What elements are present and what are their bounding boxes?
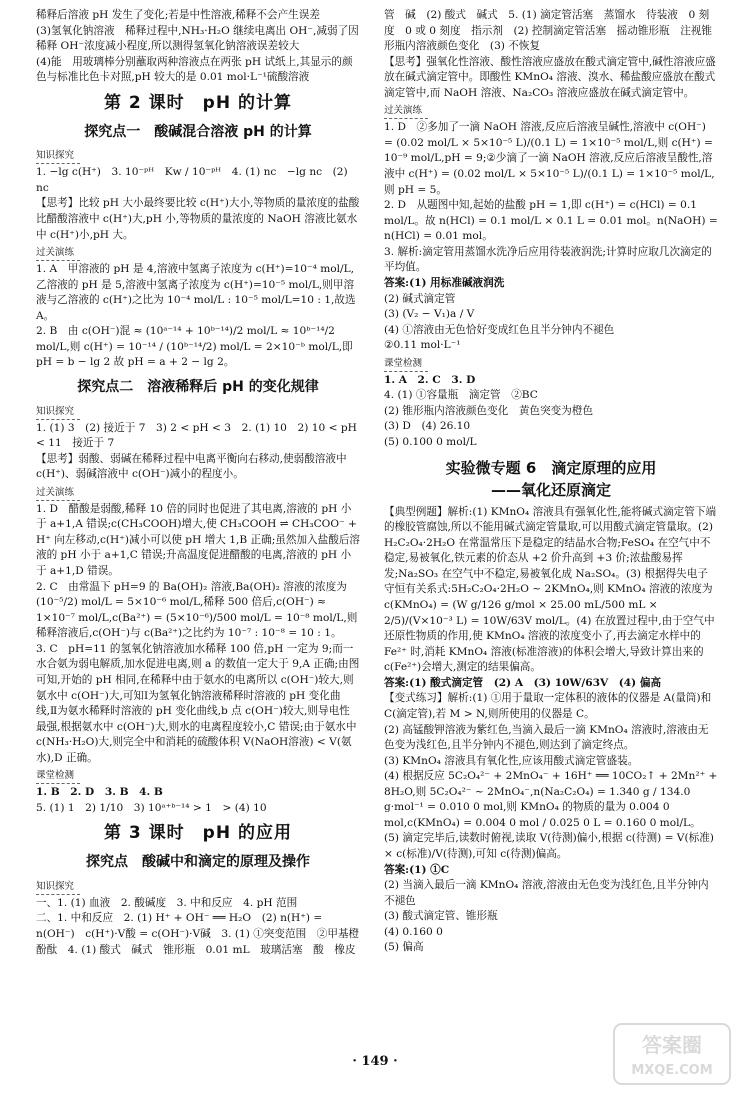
intro-line-1: 稀释后溶液 pH 发生了变化;若是中性溶液,稀释不会产生误差 bbox=[36, 9, 320, 21]
tag-classcheck: 课堂检测 bbox=[384, 357, 428, 372]
s2-knowledge-1: 1. (1) 3 (2) 接近于 7 3) 2 < pH < 3 2. (1) 10 2) 10 < pH < 11 接近于 7 bbox=[36, 421, 357, 450]
right-column bbox=[384, 8, 718, 956]
topic-title: 实验微专题 6 滴定原理的应用 bbox=[445, 458, 657, 477]
svg-text:MXQE.COM: MXQE.COM bbox=[631, 1063, 713, 1078]
practice-answer-5: ②0.11 mol·L⁻¹ bbox=[384, 339, 461, 352]
tag-knowledge: 知识探究 bbox=[36, 405, 80, 420]
s2-classcheck-1: 1. B 2. D 3. B 4. B bbox=[36, 786, 163, 799]
typical-example: 【典型例题】解析:(1) KMnO₄ 溶液具有强氧化性,能将碱式滴定管下端的橡胶管腐蚀,所以不能用碱式滴定管量取,可以用酸式滴定管量取。(2) H₂C₂O₄·2H₂O 在常温常压下是稳定的结晶水合物;FeSO₄ 在空气中不稳定,易被氧化,铁元素的价态从 +2 价升高到 +3 价;浓盐酸易挥发;Na₂SO₃ 在空气中不稳定,易被氧化成 Na₂SO₄。(3) 根据得失电子守恒有关系式:5H₂C₂O₄·2H₂O ~ 2KMnO₄,则 KMnO₄ 溶液的浓度为 c(KMnO₄) = (W g/126 g/mol × 25.00 mL/500 mL × 2/5)/(V×10⁻³ L) = 10W/63V mol/L。(4) 在放置过程中,由于空气中还原性物质的作用,使 KMnO₄ 溶液的浓度变小了,再去滴定水样中的 Fe²⁺ 时,消耗 KMnO₄ 溶液(标准溶液)的体积会增大,导致计算出来的 c(Fe²⁺)会增大,测定的结果偏高。 bbox=[384, 505, 717, 674]
s1-practice-2: 2. B 由 c(OH⁻)混 ≈ (10ᵃ⁻¹⁴ + 10ᵇ⁻¹⁴)/2 mol/L ≈ 10ᵇ⁻¹⁴/2 mol/L,则 c(H⁺) = 10⁻¹⁴ / (10ᵇ⁻¹⁴/2) mol/L = 2×10⁻ᵇ mol/L,即 pH = b − lg 2 故 pH = a + 2 − lg 2。 bbox=[36, 325, 353, 369]
s2-knowledge-2: 【思考】弱酸、弱碱在稀释过程中电离平衡向右移动,使弱酸溶液中 c(H⁺)、弱碱溶液中 c(OH⁻)减小的程度小。 bbox=[36, 452, 347, 481]
variant-5: (5) 滴定完毕后,读数时俯视,读取 V(待测)偏小,根据 c(待测) = V(标准) × c(标准)/V(待测),可知 c(待测)偏高。 bbox=[384, 832, 714, 860]
practice-answer-4: (4) ①溶液由无色恰好变成红色且半分钟内不褪色 bbox=[384, 323, 615, 336]
classcheck-2: 4. (1) ①容量瓶 滴定管 ②BC bbox=[384, 389, 538, 402]
section-2-title: 探究点二 溶液稀释后 pH 的变化规律 bbox=[77, 379, 319, 396]
variant-2: (2) 高锰酸钾溶液为紫红色,当滴入最后一滴 KMnO₄ 溶液时,溶液由无色变为浅红色,且半分钟内不褪色,则达到了滴定终点。 bbox=[384, 723, 709, 752]
section-1-title: 探究点一 酸碱混合溶液 pH 的计算 bbox=[84, 123, 312, 140]
practice-answer: 答案:(1) 用标准碱液润洗 bbox=[384, 276, 505, 289]
svg-text:答案圈: 答案圈 bbox=[642, 1033, 702, 1057]
s2-practice-2: 2. C 由常温下 pH=9 的 Ba(OH)₂ 溶液,Ba(OH)₂ 溶液的浓度为 (10⁻⁵/2) mol/L = 5×10⁻⁶ mol/L,稀释 500 倍后,c(OH⁻) ≈ 1×10⁻⁷ mol/L,c(Ba²⁺) = (5×10⁻⁶)/500 mol/L = 10⁻⁸ mol/L,则稀释溶液后,c(OH⁻)与 c(Ba²⁺)之比约为 10⁻⁷ : 10⁻⁸ = 10 : 1。 bbox=[36, 580, 358, 640]
intro-line-2: (3)氢氧化钠溶液 稀释过程中,NH₃·H₂O 继续电离出 OH⁻,减弱了因稀释 OH⁻浓度减小程度,所以测得氢氧化钠溶液误差较大 bbox=[36, 24, 359, 53]
tag-practice: 过关演练 bbox=[36, 246, 80, 261]
lesson-3-title: 第 3 课时 pH 的应用 bbox=[104, 823, 292, 844]
variant-answer: 答案:(1) ①C bbox=[384, 863, 450, 876]
s1-knowledge-1: 1. −lg c(H⁺) 3. 10⁻ᵖᴴ Kw / 10⁻ᵖᴴ 4. (1) nc −lg nc (2) nc bbox=[36, 166, 348, 194]
classcheck-3: (2) 锥形瓶内溶液颜色变化 黄色突变为橙色 bbox=[384, 404, 594, 417]
classcheck-4: (3) D (4) 26.10 bbox=[384, 420, 471, 433]
topic-subtitle: ——氧化还原滴定 bbox=[490, 480, 611, 499]
variant-answer-2: (2) 当滴入最后一滴 KMnO₄ 溶液,溶液由无色变为浅红色,且半分钟内不褪色 bbox=[384, 879, 709, 907]
s2-classcheck-2: 5. (1) 1 2) 1/10 3) 10ᵃ⁺ᵇ⁻¹⁴ > 1 > (4) 10 bbox=[36, 801, 267, 814]
variant-4: (4) 根据反应 5C₂O₄²⁻ + 2MnO₄⁻ + 16H⁺ ══ 10CO₂↑ + 2Mn²⁺ + 8H₂O,则 5C₂O₄²⁻ ~ 2MnO₄⁻,n(Na₂C₂O₄) = 1.340 g / 134.0 g·mol⁻¹ = 0.010 0 mol,则 KMnO₄ 的物质的量为 0.004 0 mol,c(KMnO₄) = 0.004 0 mol / 0.025 0 L = 0.160 0 mol/L。 bbox=[384, 770, 718, 829]
variant-answer-5: (5) 偏高 bbox=[384, 941, 424, 954]
variant-answer-3: (3) 酸式滴定管、锥形瓶 bbox=[384, 910, 498, 923]
classcheck-5: (5) 0.100 0 mol/L bbox=[384, 435, 477, 448]
s1-knowledge-2: 【思考】比较 pH 大小最终要比较 c(H⁺)大小,等物质的量浓度的盐酸比醋酸溶液中 c(H⁺)大,pH 小,等物质的量浓度的 NaOH 溶液比氨水中 c(H⁺)小,pH 大。 bbox=[36, 197, 360, 241]
section-3-title: 探究点 酸碱中和滴定的原理及操作 bbox=[86, 854, 310, 871]
s2-practice-3: 3. C pH=11 的氢氧化钠溶液加水稀释 100 倍,pH 一定为 9;而一水合氨为弱电解质,加水促进电离,则 a 的数值一定大于 9,A 正确;由图可知,开始的 pH 相同,在稀释中由于氨水的电离所以 c(OH⁻)较大,则氨水中 c(OH⁻)大,可知Ⅰ为氢氧化钠溶液稀释时溶液的 pH 变化曲线,Ⅱ为氨水稀释时溶液的 pH 变化曲线,b 点 c(OH⁻)较大,则导电性最强,根据氨水中 c(OH⁻)大,则水的电离程度较小,C 错误;由于氨水中 c(NH₃·H₂O)大,则完全中和消耗的硫酸体积 V(NaOH溶液) < V(氨水),D 正确。 bbox=[36, 642, 360, 764]
top-line-1: 管 碱 (2) 酸式 碱式 5. (1) 滴定管活塞 蒸馏水 待装液 0 刻度 0 或 0 刻度 指示剂 (2) 控制滴定管活塞 摇动锥形瓶 注视锥形瓶内溶液颜色变化 (3) 不恢复 bbox=[384, 9, 712, 53]
tag-practice: 过关演练 bbox=[36, 486, 80, 501]
practice-2: 2. D 从题图中知,起始的盐酸 pH = 1,即 c(H⁺) = c(HCl) = 0.1 mol/L。故 n(HCl) = 0.1 mol/L × 0.1 L = 0.01 mol。n(NaOH) = n(HCl) = 0.01 mol。 bbox=[384, 199, 718, 243]
s3-knowledge-2: 二、1. 中和反应 2. (1) H⁺ + OH⁻ ══ H₂O (2) n(H⁺) = n(OH⁻) c(H⁺)·V酸 = c(OH⁻)·V碱 3. (1) ①突变范围 ②甲基橙 酚酞 4. (1) 酸式 碱式 锥形瓶 0.01 mL 玻璃活塞 酸 橡皮 bbox=[36, 912, 370, 956]
practice-answer-3: (3) (V₂ − V₁)a / V bbox=[384, 308, 475, 321]
typical-answer: 答案:(1) 酸式滴定管 (2) A (3) 10W/63V (4) 偏高 bbox=[384, 676, 662, 689]
tag-knowledge: 知识探究 bbox=[36, 880, 80, 895]
top-line-2: 【思考】强氧化性溶液、酸性溶液应盛放在酸式滴定管中,碱性溶液应盛放在碱式滴定管中。即酸性 KMnO₄ 溶液、溴水、稀盐酸应盛放在酸式滴定管中,而 NaOH 溶液、Na₂CO₃ 溶液应盛放在碱式滴定管中。 bbox=[384, 55, 716, 99]
intro-line-3: (4)能 用玻璃棒分别蘸取两种溶液点在两张 pH 试纸上,其显示的颜色与标准比色卡对照,pH 较大的是 0.01 mol·L⁻¹硫酸溶液 bbox=[36, 55, 353, 84]
s3-knowledge-1: 一、1. (1) 血液 2. 酸碱度 3. 中和反应 4. pH 范围 bbox=[36, 896, 298, 909]
variant-answer-4: (4) 0.160 0 bbox=[384, 925, 443, 938]
lesson-2-title: 第 2 课时 pH 的计算 bbox=[104, 92, 292, 113]
practice-answer-2: (2) 碱式滴定管 bbox=[384, 292, 456, 305]
left-column bbox=[36, 8, 370, 958]
page-number: · 149 · bbox=[352, 1054, 398, 1069]
s2-practice-1: 1. D 醋酸是弱酸,稀释 10 倍的同时也促进了其电离,溶液的 pH 小于 a+1,A 错误;c(CH₃COOH)增大,使 CH₃COOH ⇌ CH₃COO⁻ + H⁺ 向左移动,c(H⁺)减小可以使 pH 增大 1,B 正确;虽然加入盐酸后溶液的 pH 小于 a+1,C 错误;升高温度促进醋酸的电离,溶液的 pH 小于 a+1,D 错误。 bbox=[36, 502, 361, 578]
watermark-logo bbox=[612, 1022, 732, 1086]
practice-3: 3. 解析:滴定管用蒸馏水洗净后应用待装液润洗;计算时应取几次滴定的平均值。 bbox=[384, 245, 712, 274]
classcheck-1: 1. A 2. C 3. D bbox=[384, 373, 476, 386]
s1-practice-1: 1. A 甲溶液的 pH 是 4,溶液中氢离子浓度为 c(H⁺)=10⁻⁴ mol/L,乙溶液的 pH 是 5,溶液中氢离子浓度为 c(H⁺)=10⁻⁵ mol/L,则甲溶液与乙溶液的 c(H⁺)之比为 10⁻⁴ mol/L : 10⁻⁵ mol/L=10 : 1,故选 A。 bbox=[36, 263, 356, 322]
practice-1: 1. D ②多加了一滴 NaOH 溶液,反应后溶液呈碱性,溶液中 c(OH⁻) = (0.02 mol/L × 5×10⁻⁵ L)/(0.1 L) = 1×10⁻⁵ mol/L,则 c(H⁺) = 10⁻⁹ mol/L,pH = 9;②少滴了一滴 NaOH 溶液,反应后溶液呈酸性,溶液中 c(H⁺) = (0.02 mol/L × 5×10⁻⁵ L)/(0.1 L) = 1×10⁻⁵ mol/L,则 pH = 5。 bbox=[384, 121, 715, 196]
variant-1: 【变式练习】解析:(1) ①用于量取一定体积的液体的仪器是 A(量筒)和 C(滴定管),若 M > N,则所使用的仪器是 C。 bbox=[384, 692, 712, 720]
tag-practice: 过关演练 bbox=[384, 104, 428, 119]
variant-3: (3) KMnO₄ 溶液具有氧化性,应该用酸式滴定管盛装。 bbox=[384, 754, 639, 767]
tag-knowledge: 知识探究 bbox=[36, 149, 80, 164]
tag-classcheck: 课堂检测 bbox=[36, 769, 80, 784]
